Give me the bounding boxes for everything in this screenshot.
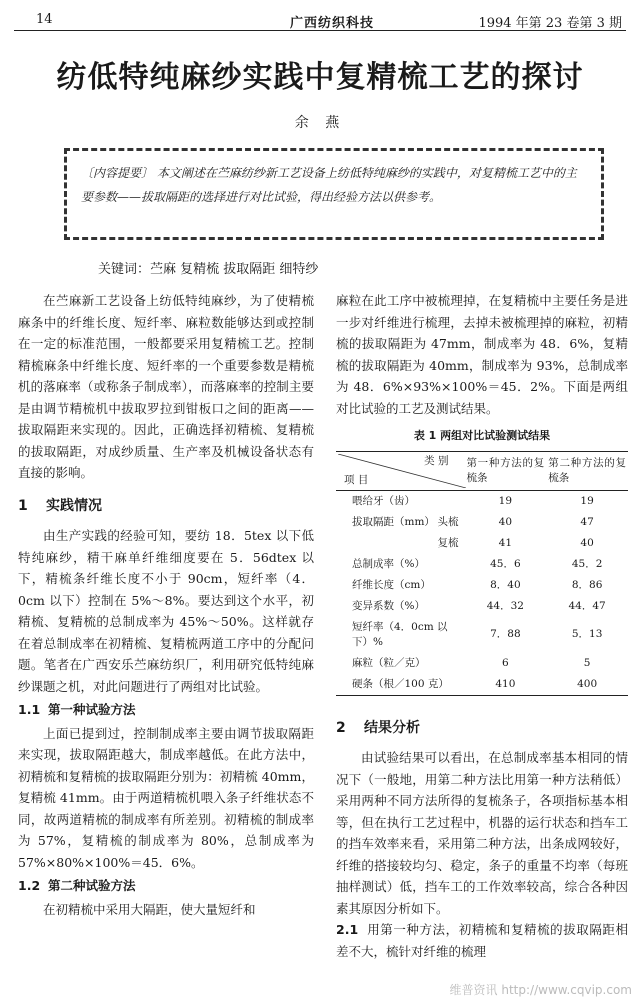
abstract-box: 〔内容提要〕 本文阐述在苎麻纺纱新工艺设备上纺低特纯麻纱的实践中，对复精梳工艺中的主要参数——拔取隔距的选择进行对比试验，得出经验方法以供参考。: [64, 148, 604, 240]
section-title: 结果分析: [364, 719, 420, 736]
value-cell: 44．47: [568, 599, 606, 612]
row-label-cell: [336, 554, 464, 575]
value-cell: 41: [498, 536, 513, 549]
row-label-cell: [336, 512, 464, 533]
section-number: 1: [18, 497, 28, 514]
table-caption: 表 1 两组对比试验测试结果: [413, 429, 551, 442]
value-cell: 40: [580, 536, 594, 549]
row-label-cell: [336, 617, 464, 653]
row-label: 喂给牙（齿）: [352, 494, 415, 507]
value-cell: 19: [498, 494, 513, 507]
section-paragraph: 由生产实践的经验可知，要纺 18．5tex 以下低特纯麻纱，精干麻单纤维细度要在 5．56dtex 以下，精梳条纤维长度不小于 90cm，短纤率（4．0cm 以下）控制在 5%～8%。要达到这个水平，初精梳、复精梳的总制成率为 45%～50%。这样就存在着总制成率在初精梳、复精梳两道工序中的分配问题。笔者在广西安乐苎麻纺织厂，利用研究低特纯麻纱课题之机，对此问题进行了两组对比试验。: [18, 528, 314, 694]
value-cell: 44．32: [486, 599, 524, 612]
table-row: [336, 617, 628, 653]
value-cell: 6: [502, 656, 509, 669]
row-label: 短纤率（4．0cm 以下）%: [352, 620, 448, 648]
corner-label-top: 类 别: [424, 454, 449, 467]
table-row: [336, 533, 628, 554]
table-row: [336, 596, 628, 617]
value-cell: 7．88: [490, 628, 521, 640]
row-label-cell: [336, 533, 464, 554]
table-row: [336, 674, 628, 696]
article-title: 纺低特纯麻纱实践中复精梳工艺的探讨: [56, 60, 584, 95]
row-label-cell: [336, 490, 464, 512]
value-cell: 45．2: [571, 557, 603, 570]
row-label: 拔取隔距（mm）: [352, 515, 435, 528]
row-sublabel: 头梳: [437, 515, 459, 528]
subsection-paragraph: [336, 919, 628, 962]
row-label-cell: [336, 596, 464, 617]
column-header: 第二种方法的复梳条: [546, 451, 628, 490]
keywords: 关键词：苎麻 复精梳 拔取隔距 细特纱: [98, 262, 319, 277]
value-cell: 40: [498, 515, 513, 528]
left-column: [18, 290, 314, 920]
subsection-text: 用第一种方法，初精梳和复精梳的拔取隔距相差不大，梳针对纤维的梳理: [336, 922, 628, 959]
subsection-heading: [18, 699, 314, 721]
section-number: 2: [336, 719, 346, 736]
row-label: 麻粒（粒／克）: [352, 656, 426, 669]
subsection-paragraph: 上面已提到过，控制制成率主要由调节拔取隔距来实现，拔取隔距越大，制成率越低。在此方法中，初精梳和复精梳的拔取隔距分别为：初精梳 40mm，复精梳 41mm。由于两道精梳机喂入条子纤维状态不同，故两道精梳的制成率有所差别。初精梳的制成率为 57%，复精梳的制成率为 80%，总制成率为 57%×80%×100%＝45．6%。: [18, 725, 314, 870]
row-sublabel: 复梳: [437, 536, 459, 549]
column-header: 第一种方法的复梳条: [464, 451, 546, 490]
section-heading: [336, 718, 628, 740]
value-cell: 5: [583, 656, 591, 669]
subsection-number: 1.2: [18, 878, 41, 893]
value-cell: 8．40: [490, 578, 521, 591]
section-paragraph: 由试验结果可以看出，在总制成率基本相同的情况下（一般地，用第二种方法比用第一种方法稍低）采用两种不同方法所得的复梳条子，各项指标基本相等，但在执行工艺过程中，机器的运行状态和挡车工的挡车效率来看，采用第二种方法，出条成网较好，纤维的搭接较均匀、稳定，条子的重量不均率（每班抽样测试）低，挡车工的工作效率较高，综合各种因素其原因分析如下。: [336, 750, 628, 916]
author: 余 燕: [294, 115, 346, 131]
row-label: 总制成率（%）: [352, 557, 425, 570]
subsection-title: 第一种试验方法: [48, 702, 136, 717]
value-cell: 400: [546, 674, 628, 696]
corner-label-bottom: 项 目: [344, 473, 369, 486]
table-row: [336, 490, 628, 512]
row-label: 硬条（根／100 克）: [352, 677, 449, 690]
running-header: [14, 8, 626, 31]
table-row: [336, 575, 628, 596]
table-row: [336, 653, 628, 674]
continued-paragraph: 麻粒在此工序中被梳理掉，在复精梳中主要任务是进一步对纤维进行梳理，去掉未被梳理掉的麻粒，初精梳的拔取隔距为 47mm，制成率为 48．6%，复精梳的拔取隔距为 40mm，制成率为 93%，总制成率为 48．6%×93%×100%＝45．2%。下面是两组对比试验的工艺及测试结果。: [336, 293, 628, 416]
page-number: 14: [36, 12, 53, 27]
right-column: [336, 290, 628, 962]
section-title: 实践情况: [46, 497, 102, 514]
row-label-cell: [336, 674, 464, 696]
watermark: 维普资讯 http://www.cqvip.com: [449, 983, 632, 997]
value-cell: 5．13: [571, 628, 603, 640]
subsection-number: 2.1: [336, 922, 359, 937]
row-label: 纤维长度（cm）: [352, 578, 431, 591]
row-label-cell: [336, 575, 464, 596]
table-row: [336, 512, 628, 533]
row-label: 变异系数（%）: [352, 599, 425, 612]
value-cell: 8．86: [571, 578, 603, 591]
value-cell: 47: [580, 515, 594, 528]
intro-paragraph: 在苎麻新工艺设备上纺低特纯麻纱，为了使精梳麻条中的纤维长度、短纤率、麻粒数能够达到或控制在一定的标准范围，一般都要采用复精梳工艺。控制精梳麻条中纤维长度、短纤率的一个重要参数是精梳机的落麻率（或称条子制成率），而落麻率的控制主要是由调节精梳机中拔取罗拉到钳板口之间的距离——拔取隔距来实现的。因此，正确选择初精梳、复精梳的拔取隔距，对成纱质量、生产率及机械设备状态有直接的影响。: [18, 293, 314, 480]
volume-info: 1994 年第 23 卷第 3 期: [478, 16, 622, 31]
subsection-heading: [18, 875, 314, 897]
subsection-paragraph: 在初精梳中采用大隔距，使大量短纤和: [43, 901, 256, 917]
section-heading: [18, 496, 314, 518]
value-cell: 19: [580, 494, 594, 507]
subsection-title: 第二种试验方法: [48, 878, 136, 893]
value-cell: 45．6: [490, 557, 521, 570]
results-table: [336, 451, 628, 696]
value-cell: 410: [464, 674, 546, 696]
subsection-number: 1.1: [18, 702, 41, 717]
row-label-cell: [336, 653, 464, 674]
table-corner-header: [336, 451, 464, 490]
journal-name: 广西纺织科技: [290, 16, 375, 31]
table-row: [336, 554, 628, 575]
